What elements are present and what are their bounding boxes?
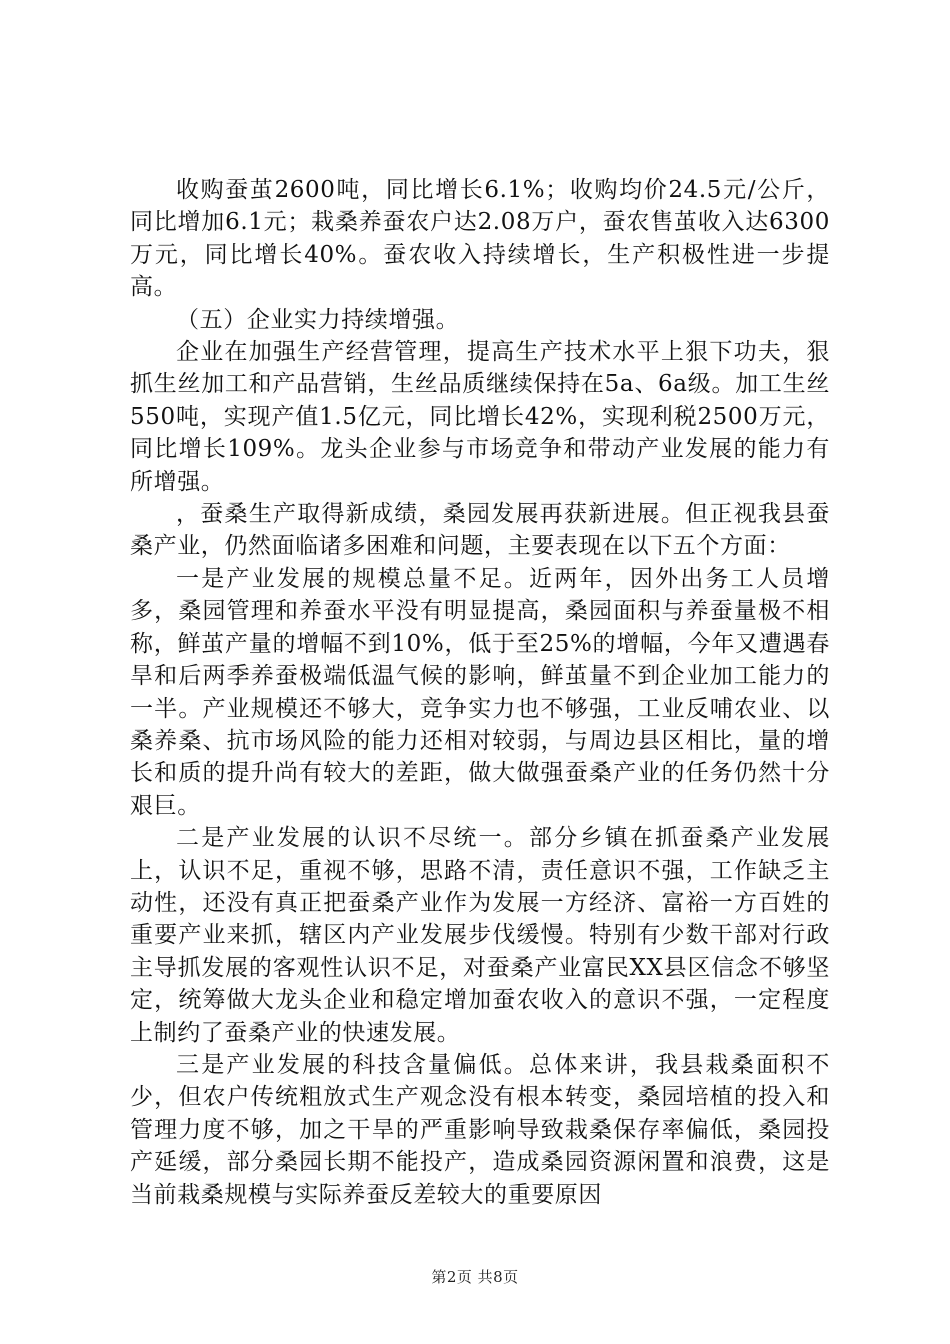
paragraph-5: 一是产业发展的规模总量不足。近两年，因外出务工人员增多，桑园管理和养蚕水平没有明显提高，桑园面积与养蚕量极不相称，鲜茧产量的增幅不到10%，低于至25%的增幅，今年又遭遇春旱和后两季养蚕极端低温气候的影响，鲜茧量不到企业加工能力的一半。产业规模还不够大，竞争实力也不够强，工业反哺农业、以桑养桑、抗市场风险的能力还相对较弱，与周边县区相比，量的增长和质的提升尚有较大的差距，做大做强蚕桑产业的任务仍然十分艰巨。 <box>130 565 830 819</box>
paragraph-7: 三是产业发展的科技含量偏低。总体来讲，我县栽桑面积不少，但农户传统粗放式生产观念没有根本转变，桑园培植的投入和管理力度不够，加之干旱的严重影响导致栽桑保存率偏低，桑园投产延缓，部分桑园长期不能投产，造成桑园资源闲置和浪费，这是当前栽桑规模与实际养蚕反差较大的重要原因 <box>130 1051 830 1208</box>
paragraph-1: 收购蚕茧2600吨，同比增长6.1%；收购均价24.5元/公斤，同比增加6.1元；栽桑养蚕农户达2.08万户，蚕农售茧收入达6300万元，同比增长40%。蚕农收入持续增长，生产积极性进一步提高。 <box>130 177 830 301</box>
paragraph-2-section-heading: （五）企业实力持续增强。 <box>176 306 460 333</box>
page-number-footer: 第2页 共8页 <box>431 1268 519 1286</box>
paragraph-3: 企业在加强生产经营管理，提高生产技术水平上狠下功夫，狠抓生丝加工和产品营销，生丝品质继续保持在5a、6a级。加工生丝550吨，实现产值1.5亿元，同比增长42%，实现利税2500万元，同比增长109%。龙头企业参与市场竞争和带动产业发展的能力有所增强。 <box>130 339 830 495</box>
paragraph-6: 二是产业发展的认识不尽统一。部分乡镇在抓蚕桑产业发展上，认识不足，重视不够，思路不清，责任意识不强，工作缺乏主动性，还没有真正把蚕桑产业作为发展一方经济、富裕一方百姓的重要产业来抓，辖区内产业发展步伐缓慢。特别有少数干部对行政主导抓发展的客观性认识不足，对蚕桑产业富民XX县区信念不够坚定，统筹做大龙头企业和稳定增加蚕农收入的意识不强，一定程度上制约了蚕桑产业的快速发展。 <box>130 825 830 1046</box>
document-body <box>130 174 830 1211</box>
paragraph-4: ，蚕桑生产取得新成绩，桑园发展再获新进展。但正视我县蚕桑产业，仍然面临诸多困难和问题，主要表现在以下五个方面： <box>130 501 830 560</box>
